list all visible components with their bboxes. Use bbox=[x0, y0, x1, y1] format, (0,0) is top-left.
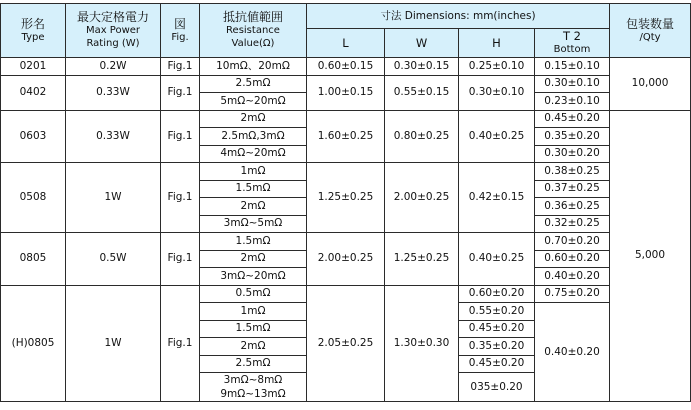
resistance-cell: 1mΩ bbox=[200, 303, 307, 321]
T2-cell: 0.45±0.20 bbox=[535, 110, 610, 128]
qty-cell: 5,000 bbox=[610, 110, 691, 402]
T2-cell: 0.38±0.25 bbox=[535, 163, 610, 181]
H-cell: 0.45±0.20 bbox=[459, 355, 535, 373]
T2-cell: 0.37±0.25 bbox=[535, 180, 610, 198]
header-H: H bbox=[459, 29, 535, 58]
resistance-cell: 9mΩ~13mΩ bbox=[200, 387, 307, 402]
resistance-cell: 1.5mΩ bbox=[200, 233, 307, 251]
header-qty-jp: 包装数量 bbox=[626, 16, 675, 31]
header-power bbox=[66, 4, 161, 58]
qty-cell: 10,000 bbox=[610, 58, 691, 111]
T2-cell: 0.15±0.10 bbox=[535, 58, 610, 76]
H-cell: 0.35±0.20 bbox=[459, 338, 535, 356]
resistance-cell: 2.5mΩ bbox=[200, 355, 307, 373]
header-resistance-en1: Resistance bbox=[226, 25, 280, 36]
resistance-cell: 1.5mΩ bbox=[200, 180, 307, 198]
header-power-en1: Max Power bbox=[85, 25, 141, 36]
L-cell: 1.25±0.25 bbox=[307, 163, 385, 233]
H-cell: 0.42±0.15 bbox=[459, 163, 535, 233]
table-row bbox=[1, 163, 691, 181]
header-type-jp: 形名 bbox=[20, 16, 45, 31]
header-fig bbox=[161, 4, 200, 58]
T2-cell: 0.75±0.20 bbox=[535, 285, 610, 303]
T2-cell: 0.35±0.20 bbox=[535, 128, 610, 146]
W-cell: 0.55±0.15 bbox=[385, 75, 459, 110]
L-cell: 1.00±0.15 bbox=[307, 75, 385, 110]
header-power-en2: Rating (W) bbox=[86, 38, 140, 49]
fig-cell: Fig.1 bbox=[161, 58, 200, 76]
fig-cell: Fig.1 bbox=[161, 110, 200, 163]
L-cell: 1.60±0.25 bbox=[307, 110, 385, 163]
fig-cell: Fig.1 bbox=[161, 75, 200, 110]
header-L: L bbox=[307, 29, 385, 58]
fig-cell: Fig.1 bbox=[161, 233, 200, 286]
T2-cell: 0.60±0.20 bbox=[535, 250, 610, 268]
type-cell: 0508 bbox=[1, 163, 66, 233]
header-qty-en: /Qty bbox=[639, 31, 661, 43]
header-T2 bbox=[535, 29, 610, 58]
H-cell: 0.45±0.20 bbox=[459, 320, 535, 338]
header-resistance-jp: 抵抗値範囲 bbox=[222, 10, 283, 24]
W-cell: 0.30±0.15 bbox=[385, 58, 459, 76]
T2-cell: 0.30±0.20 bbox=[535, 145, 610, 163]
resistance-cell: 1.5mΩ bbox=[200, 320, 307, 338]
power-cell: 0.33W bbox=[66, 75, 161, 110]
H-cell: 0.40±0.25 bbox=[459, 233, 535, 286]
table-row bbox=[1, 75, 691, 93]
fig-cell: Fig.1 bbox=[161, 285, 200, 402]
header-qty bbox=[610, 4, 691, 58]
power-cell: 1W bbox=[66, 163, 161, 233]
header-T2-l2: Bottom bbox=[553, 44, 591, 55]
resistance-cell: 2mΩ bbox=[200, 198, 307, 216]
L-cell: 2.05±0.25 bbox=[307, 285, 385, 402]
W-cell: 0.80±0.25 bbox=[385, 110, 459, 163]
H-cell: 0.55±0.20 bbox=[459, 303, 535, 321]
L-cell: 2.00±0.25 bbox=[307, 233, 385, 286]
power-cell: 0.33W bbox=[66, 110, 161, 163]
header-resistance bbox=[200, 4, 307, 58]
resistance-cell: 10mΩ、20mΩ bbox=[200, 58, 307, 76]
header-fig-en: Fig. bbox=[171, 31, 189, 43]
table-row bbox=[1, 285, 691, 303]
header-dimensions: 寸法 Dimensions: mm(inches) bbox=[307, 4, 610, 29]
header-type-en: Type bbox=[21, 31, 45, 43]
L-cell: 0.60±0.15 bbox=[307, 58, 385, 76]
header-resistance-en2: Value(Ω) bbox=[231, 38, 275, 49]
resistance-cell: 2mΩ bbox=[200, 338, 307, 356]
fig-cell: Fig.1 bbox=[161, 163, 200, 233]
H-cell: 0.40±0.25 bbox=[459, 110, 535, 163]
type-cell: 0603 bbox=[1, 110, 66, 163]
W-cell: 1.25±0.25 bbox=[385, 233, 459, 286]
T2-cell: 0.36±0.25 bbox=[535, 198, 610, 216]
type-cell: 0201 bbox=[1, 58, 66, 76]
resistance-cell: 2.5mΩ,3mΩ bbox=[200, 128, 307, 146]
resistance-cell: 2mΩ bbox=[200, 250, 307, 268]
resistance-cell: 3mΩ~5mΩ bbox=[200, 215, 307, 233]
T2-cell: 0.40±0.20 bbox=[535, 268, 610, 286]
resistance-cell: 2mΩ bbox=[200, 110, 307, 128]
type-cell: 0805 bbox=[1, 233, 66, 286]
spec-table bbox=[0, 3, 691, 402]
H-cell: 0.25±0.10 bbox=[459, 58, 535, 76]
power-cell: 0.2W bbox=[66, 58, 161, 76]
table-row bbox=[1, 110, 691, 128]
resistance-cell: 5mΩ~20mΩ bbox=[200, 93, 307, 111]
header-type bbox=[1, 4, 66, 58]
T2-cell: 0.32±0.25 bbox=[535, 215, 610, 233]
H-cell: 0.60±0.20 bbox=[459, 285, 535, 303]
resistance-cell: 0.5mΩ bbox=[200, 285, 307, 303]
header-T2-l1: T 2 bbox=[563, 29, 581, 43]
type-cell: 0402 bbox=[1, 75, 66, 110]
table-row bbox=[1, 233, 691, 251]
T2-cell: 0.23±0.10 bbox=[535, 93, 610, 111]
T2-cell: 0.40±0.20 bbox=[535, 303, 610, 402]
power-cell: 0.5W bbox=[66, 233, 161, 286]
resistance-cell: 3mΩ~20mΩ bbox=[200, 268, 307, 286]
resistance-cell: 2.5mΩ bbox=[200, 75, 307, 93]
header-power-jp: 最大定格電力 bbox=[76, 10, 149, 24]
H-cell: 0.30±0.10 bbox=[459, 75, 535, 110]
resistance-cell: 3mΩ~8mΩ bbox=[200, 373, 307, 388]
resistance-cell: 4mΩ~20mΩ bbox=[200, 145, 307, 163]
W-cell: 2.00±0.25 bbox=[385, 163, 459, 233]
T2-cell: 0.70±0.20 bbox=[535, 233, 610, 251]
resistance-cell: 1mΩ bbox=[200, 163, 307, 181]
header-fig-jp: 図 bbox=[173, 16, 186, 31]
T2-cell: 0.30±0.10 bbox=[535, 75, 610, 93]
header-W: W bbox=[385, 29, 459, 58]
W-cell: 1.30±0.30 bbox=[385, 285, 459, 402]
type-cell: (H)0805 bbox=[1, 285, 66, 402]
H-cell: 035±0.20 bbox=[459, 373, 535, 402]
table-row bbox=[1, 58, 691, 76]
power-cell: 1W bbox=[66, 285, 161, 402]
